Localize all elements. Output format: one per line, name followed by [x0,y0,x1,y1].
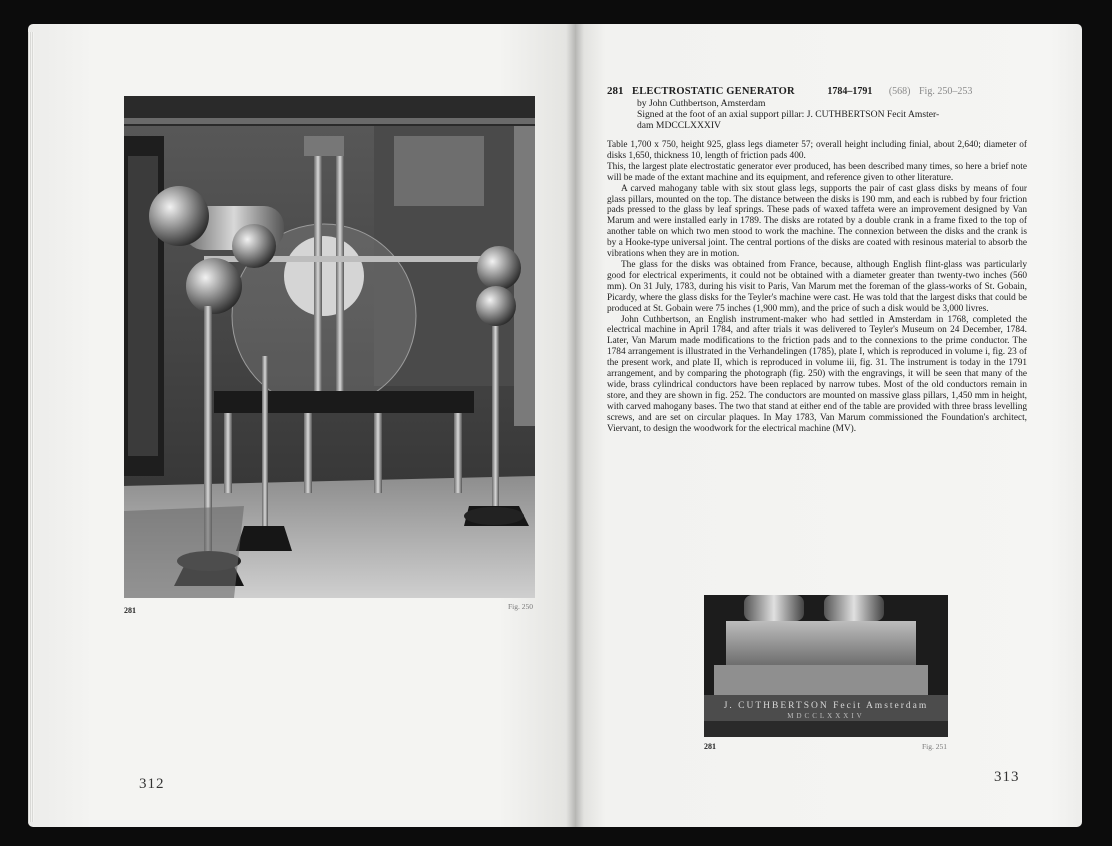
entry-signature-line-2: dam MDCCLXXXIV [637,120,721,131]
book-gutter [566,24,584,827]
paragraph-table: A carved mahogany table with six stout glass legs, supports the pair of cast glass disks by means of four glass pillars, mounted on the top. The distance between the disks is 190 mm, and each is rubbed by four friction pads pressed to the glass by leaf springs. These pads of waxed taffeta were an improvement designed by Van Marum and were installed early in 1789. The disks are rotated by a double crank in a frame fixed to the top of another table on which two men stood to work the machine. The connexion between the disks and the crank is by a Hooke-type universal joint. The central portions of the disks are coated with resinous material to absorb the vibrations when they are in motion. [607,183,1027,260]
entry-title: ELECTROSTATIC GENERATOR [632,86,795,97]
entry-reference: (568) [888,86,911,97]
photo-electrostatic-generator [124,96,535,598]
entry-maker: by John Cuthbertson, Amsterdam [637,98,766,109]
paragraph-glass: The glass for the disks was obtained from France, because, although English flint-glass was particularly good for electrical experiments, it could not be obtained with a diameter greater than twenty-two inches (560 mm). On 31 July, 1783, during his visit to Paris, Van Marum met the foreman of the glass-works of St. Gobain, Picardy, where the glass disks for the Teyler's machine were cast. He was told that the largest disks that could be produced at St. Gobain were 75 inches (1,900 mm), and the price of such a disk would be 3,000 livres. [607,259,1027,314]
entry-signature-line-1: Signed at the foot of an axial support pillar: J. CUTHBERTSON Fecit Amster- [637,109,940,120]
left-page-number: 312 [139,776,165,792]
right-page-number: 313 [994,769,1020,785]
paragraph-intro: This, the largest plate electrostatic generator ever produced, has been described many times, so here a brief note will be made of the extant machine and its equipment, and reference given to other literature. [607,161,1027,183]
entry-figures: Fig. 250–253 [919,86,973,97]
left-catalogue-number: 281 [124,606,136,615]
photo-inscribed-base [704,595,948,737]
left-figure-reference: Fig. 250 [508,602,534,611]
entry-heading [607,85,1067,131]
right-catalogue-number: 281 [704,742,716,751]
inscription-line-1: J. CUTHBERTSON Fecit Amsterdam [723,701,929,711]
entry-body [607,140,1027,434]
inscription-line-2: MDCCLXXXIV [787,712,865,720]
entry-number: 281 [607,85,624,97]
right-figure-reference: Fig. 251 [922,742,948,751]
entry-dates: 1784–1791 [827,86,873,97]
paragraph-dimensions: Table 1,700 x 750, height 925, glass legs diameter 57; overall height including finial, about 2,640; diameter of disks 1,650, thickness 10, length of friction pads 400. [607,140,1027,161]
paragraph-cuthbertson: John Cuthbertson, an English instrument-maker who had settled in Amsterdam in 1768, completed the electrical machine in April 1784, and after trials it was delivered to Teyler's Museum on 24 December, 1784. Later, Van Marum made modifications to the friction pads and to the connexions to the prime conductor. The 1784 arrangement is illustrated in the Verhandelingen (1785), plate I, which is reproduced in volume i, fig. 23 of the present work, and plate II, which is reproduced in volume iii, fig. 31. The instrument is today in the 1791 arrangement, and by comparing the photograph (fig. 250) with the engravings, it will be seen that many of the wide, brass cylindrical conductors have been replaced by narrow tubes. Most of the old conductors remain in store, and they are shown in fig. 252. The conductors are mounted on massive glass pillars, 1,450 mm in height, with carved mahogany bases. The two that stand at either end of the table are provided with three brass levelling screws, and are set on circular plaques. In May 1783, Van Marum commissioned the Foundation's architect, Viervant, to design the woodwork for the electrical machine (MV). [607,314,1027,434]
page-edge-stack [28,32,34,822]
